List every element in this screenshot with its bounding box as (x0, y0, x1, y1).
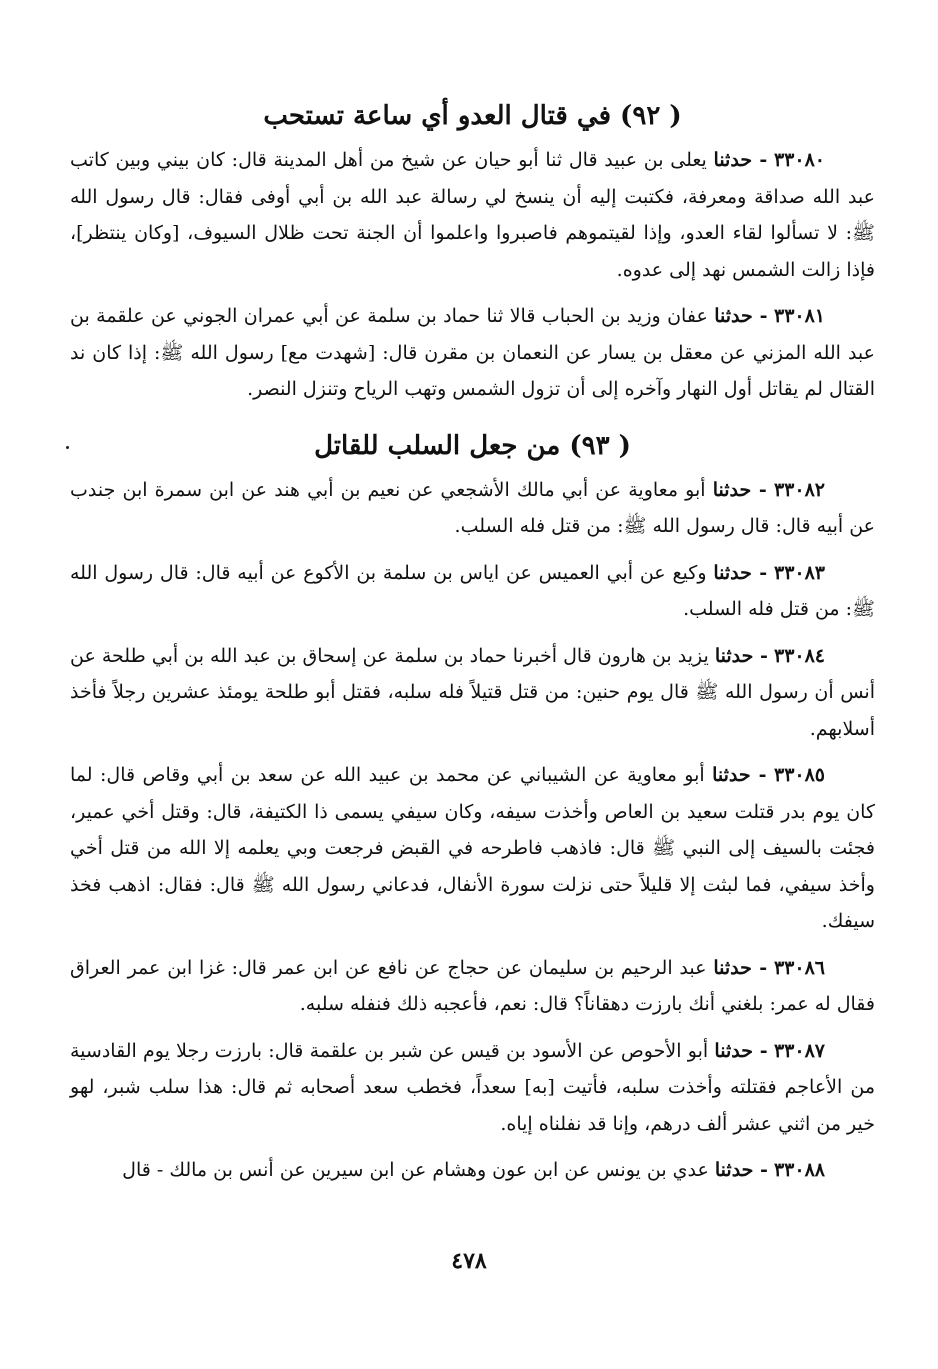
hadith-number: ٣٣٠٨٢ (773, 478, 825, 501)
hadith-lead: - حدثنا (713, 561, 768, 584)
hadith-text: وكيع عن أبي العميس عن اياس بن سلمة بن الأكوع عن أبيه قال: قال رسول الله ﷺ: من قتل فله السلب. (70, 561, 875, 620)
hadith-number: ٣٣٠٨٨ (773, 1159, 825, 1181)
hadith-number: ٣٣٠٨٤ (773, 644, 826, 667)
hadith-text: يزيد بن هارون قال أخبرنا حماد بن سلمة عن إسحاق بن عبد الله بن أبي طلحة عن أنس أن رسول الله ﷺ قال يوم حنين: من قتل قتيلاً فله سلبه، فقتل أبو طلحة يومئذ عشرين رجلاً فأخذ أسلابهم. (70, 644, 875, 740)
hadith-number: ٣٣٠٨٠ (773, 149, 825, 171)
hadith-text: أبو الأحوص عن الأسود بن قيس عن شبر بن علقمة قال: بارزت رجلا يوم القادسية من الأعاجم فقتلته وأخذت سلبه، فأتيت [به] سعداً، فخطب سعد أصحابه ثم قال: هذا سلب شبر، لهو خير من اثني عشر ألف درهم، وإنا قد نفلناه إياه. (70, 1039, 875, 1135)
hadith-text: أبو معاوية عن أبي مالك الأشجعي عن نعيم بن أبي هند عن ابن سمرة ابن جندب عن أبيه قال: قال رسول الله ﷺ: من قتل فله السلب. (70, 478, 875, 537)
hadith-paragraph (70, 757, 875, 940)
hadith-number: ٣٣٠٨٥ (773, 764, 826, 786)
hadith-lead: - حدثنا (712, 478, 767, 501)
margin-dot (66, 446, 69, 449)
hadith-lead: - حدثنا (712, 764, 767, 786)
section-title: ( ٩٢) في قتال العدو أي ساعة تستحب (263, 101, 682, 131)
hadith-number: ٣٣٠٨١ (773, 305, 826, 327)
hadith-lead: - حدثنا (713, 149, 768, 171)
hadith-text: عفان وزيد بن الحباب قالا ثنا حماد بن سلمة عن أبي عمران الجوني عن علقمة بن عبد الله المزني عن معقل بن يسار عن النعمان بن مقرن قال: [شهدت مع] رسول الله ﷺ: إذا كان ند القتال لم يقاتل أول النهار وآخره إلى أن تزول الشمس وتهب الرياح وتنزل النصر. (70, 305, 875, 400)
hadith-paragraph (70, 472, 875, 545)
hadith-paragraph (70, 1152, 875, 1189)
document-page (70, 96, 875, 1199)
hadith-text: عبد الرحيم بن سليمان عن حجاج عن نافع عن ابن عمر قال: غزا ابن عمر العراق فقال له عمر: بلغني أنك بارزت دهقاناً؟ قال: نعم، فأعجبه ذلك فنفله سلبه. (70, 956, 875, 1015)
hadith-number: ٣٣٠٨٣ (773, 561, 826, 584)
hadith-text: عدي بن يونس عن ابن عون وهشام عن ابن سيرين عن أنس بن مالك - قال (122, 1159, 709, 1181)
hadith-lead: - حدثنا (714, 305, 768, 327)
hadith-text: يعلى بن عبيد قال ثنا أبو حيان عن شيخ من أهل المدينة قال: كان بيني وبين كاتب عبد الله صداقة ومعرفة، فكتبت إليه أن ينسخ لي رسالة عبد الله بن أبي أوفى فقال: قال رسول الله ﷺ: لا تسألوا لقاء العدو، وإذا لقيتموهم فاصبروا واعلموا أن الجنة تحت ظلال السيوف، [وكان ينتظر]، فإذا زالت الشمس نهد إلى عدوه. (70, 149, 875, 281)
hadith-paragraph (70, 555, 875, 628)
hadith-number: ٣٣٠٨٧ (773, 1039, 825, 1062)
hadith-lead: - حدثنا (714, 1039, 768, 1062)
hadith-paragraph (70, 298, 875, 408)
hadith-lead: - حدثنا (714, 644, 768, 667)
hadith-paragraph (70, 638, 875, 748)
section-title: ( ٩٣) من جعل السلب للقاتل (314, 430, 631, 461)
hadith-paragraph (70, 950, 875, 1023)
page-number: ٤٧٨ (451, 1248, 487, 1274)
hadith-paragraph (70, 1033, 875, 1143)
hadith-lead: - حدثنا (714, 1159, 768, 1181)
hadith-number: ٣٣٠٨٦ (773, 956, 825, 979)
hadith-lead: - حدثنا (713, 956, 768, 979)
hadith-text: أبو معاوية عن الشيباني عن محمد بن عبيد الله عن سعد بن أبي وقاص قال: لما كان يوم بدر قتلت سعيد بن العاص وأخذت سيفه، وكان سيفي يسمى ذا الكتيفة، قال: وقتل أخي عمير، فجئت بالسيف إلى النبي ﷺ قال: فاذهب فاطرحه في القبض فرجعت وبي يعلمه إلا الله من قتل أخي وأخذ سيفي، فما لبثت إلا قليلاً حتى نزلت سورة الأنفال، فدعاني رسول الله ﷺ قال: فقال: اذهب فخذ سيفك. (70, 764, 876, 932)
hadith-paragraph (70, 142, 875, 288)
